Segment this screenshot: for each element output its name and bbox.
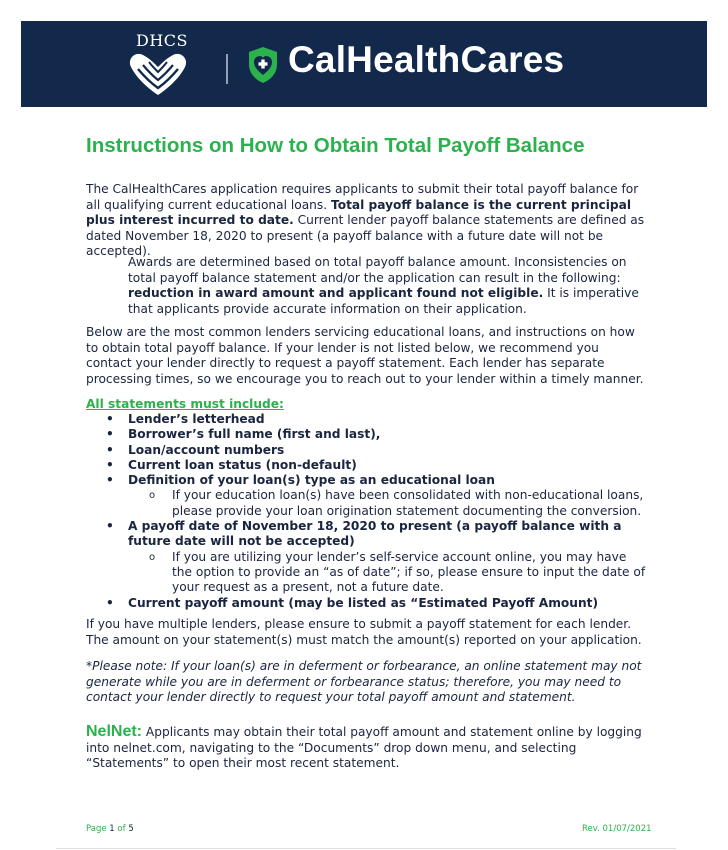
nelnet-label: NelNet:	[86, 723, 143, 740]
requirement-item: • Current payoff amount (may be listed as “Estimated Payoff Amount)	[86, 596, 646, 611]
page-of: of	[114, 824, 129, 834]
requirement-item: • Current loan status (non-default)	[86, 458, 646, 473]
requirement-item: • Lender’s letterhead	[86, 412, 646, 427]
nelnet-text: Applicants may obtain their total payoff amount and statement online by logging into nelnet.com, navigating to the “Documents” drop down menu, and selecting “Statements” to open their most recent statement.	[86, 725, 642, 770]
awards-bold-text: reduction in award amount and applicant found not eligible.	[128, 286, 544, 300]
page-current: 1	[109, 824, 115, 834]
requirement-sublist	[128, 488, 646, 519]
requirement-item: • Borrower’s full name (first and last),	[86, 427, 646, 442]
requirement-item-label: A payoff date of November 18, 2020 to present (a payoff balance with a future date will not be accepted)	[128, 519, 622, 549]
page-total: 5	[128, 824, 134, 834]
requirement-sublist	[128, 550, 646, 596]
intro-paragraph	[86, 182, 646, 260]
requirement-item-label: Definition of your loan(s) type as an educational loan	[128, 473, 495, 488]
multiple-lenders-paragraph: If you have multiple lenders, please ensure to submit a payoff statement for each lender. The amount on your statement(s) must match the amount(s) reported on your application.	[86, 617, 642, 647]
lenders-intro-paragraph: Below are the most common lenders servicing educational loans, and instructions on how to obtain total payoff balance. If your lender is not listed below, we recommend you contact your lender directly to request a payoff statement. Each lender has separate processing times, so we encourage you to reach out to your lender within a timely manner.	[86, 325, 644, 386]
intro-bold-text: Total payoff balance is the current principal plus interest incurred to date.	[86, 197, 632, 227]
requirement-item	[86, 519, 646, 595]
program-name: CalHealthCares	[288, 39, 565, 80]
deferment-note: *Please note: If your loan(s) are in deferment or forbearance, an online statement may not generate while you are in deferment or forbearance status; therefore, you may need to contact your lender directly to request your total payoff amount and statement.	[86, 659, 642, 704]
dhcs-logo-text: DHCS	[136, 31, 188, 50]
nelnet-paragraph	[86, 724, 646, 772]
shield-heart-icon	[247, 46, 279, 84]
intro-text-end: Current lender payoff balance statements are defined as dated November 18, 2020 to present (a payoff balance with a future date will not be accepted).	[86, 213, 645, 258]
header-banner	[21, 21, 707, 107]
logo-divider	[226, 54, 228, 84]
awards-paragraph	[128, 255, 648, 317]
awards-text: Awards are determined based on total payoff balance amount. Inconsistencies on total payoff balance statement and/or the application can result in the following:	[128, 255, 627, 285]
awards-text-end: It is imperative that applicants provide accurate information on their application.	[128, 286, 639, 316]
requirement-item: • Loan/account numbers	[86, 443, 646, 458]
page-number	[86, 824, 134, 834]
revision-date: Rev. 01/07/2021	[582, 824, 652, 834]
footer-divider	[56, 848, 676, 849]
requirement-subitem: o If you are utilizing your lender’s self-service account online, you may have the option to provide an “as of date”; if so, please ensure to input the date of your request as a present, not a future date.	[128, 550, 646, 596]
page-title: Instructions on How to Obtain Total Payoff Balance	[86, 134, 585, 157]
requirement-subitem: o If your education loan(s) have been consolidated with non-educational loans, please provide your loan origination statement documenting the conversion.	[128, 488, 646, 519]
intro-text: The CalHealthCares application requires applicants to submit their total payoff balance for all qualifying current educational loans.	[86, 182, 639, 212]
requirement-item	[86, 473, 646, 519]
heart-hands-icon	[121, 31, 196, 101]
requirements-list	[86, 412, 646, 611]
dhcs-logo	[121, 31, 196, 101]
page-label: Page	[86, 824, 110, 834]
requirements-heading: All statements must include:	[86, 397, 284, 411]
